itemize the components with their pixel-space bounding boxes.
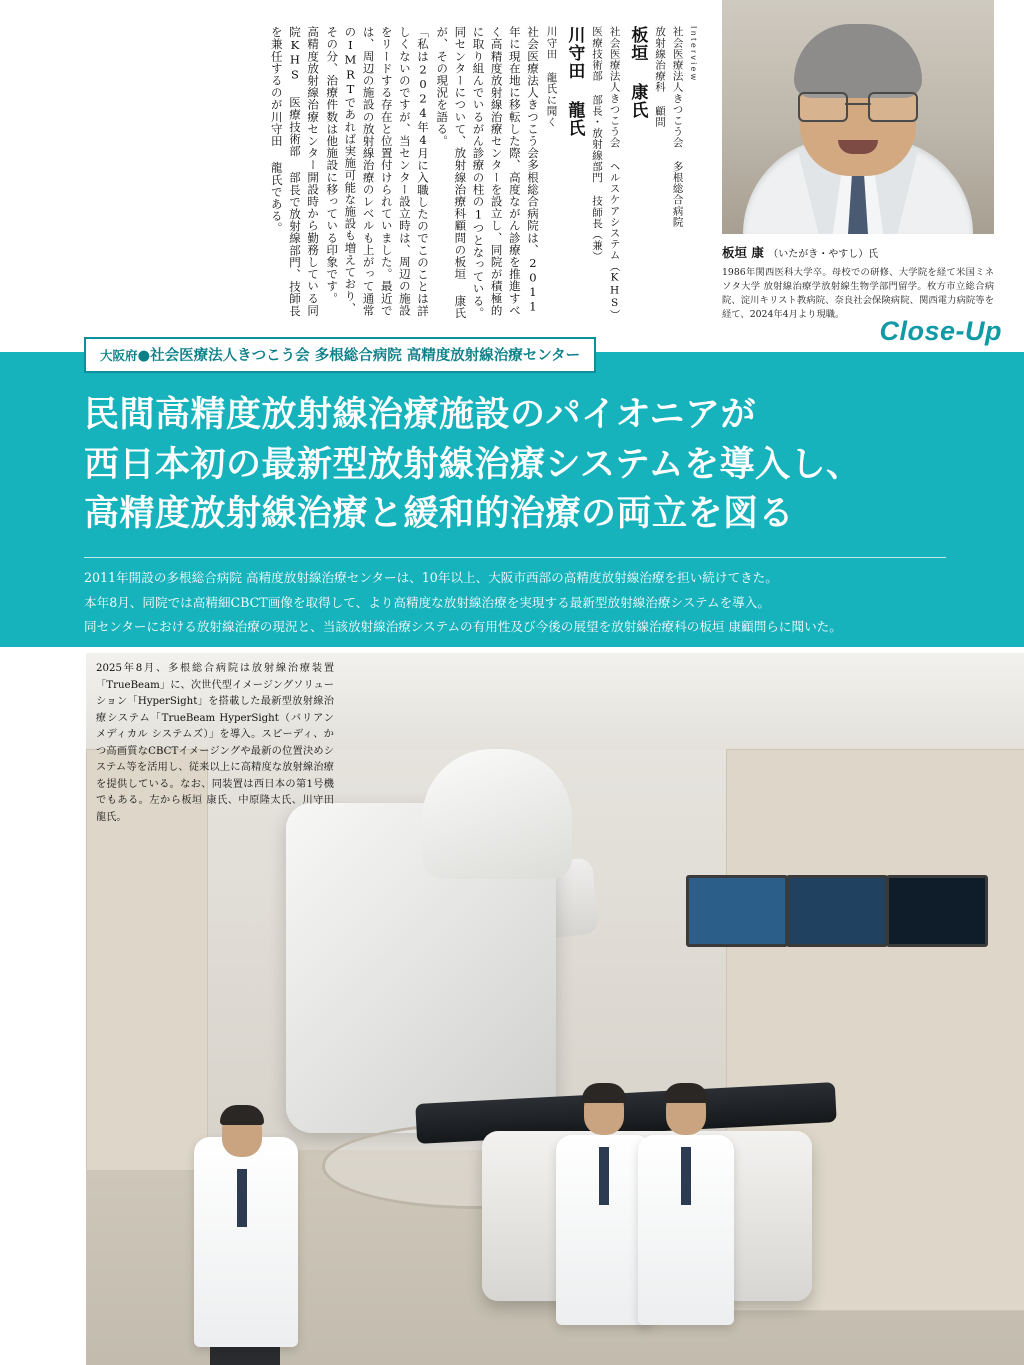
lead-line-1: 2011年開設の多根総合病院 高精度放射線治療センターは、10年以上、大阪市西部の高精度放射線治療を担い続けてきた。 bbox=[84, 570, 778, 585]
person-itagaki bbox=[194, 1017, 290, 1347]
second-org-line: 社会医療法人きつこう会 ヘルスケアシステム（KHS） bbox=[608, 26, 621, 321]
lead-line-3: 同センターにおける放射線治療の現況と、当該放射線治療システムの有用性及び今後の展望を放射線治療科の板垣 康顧問らに聞いた。 bbox=[84, 619, 842, 635]
second-interviewee-name: 川守田 龍氏 bbox=[564, 26, 585, 137]
lead-line-2: 本年8月、同院では高精細CBCT画像を取得して、より高精度な放射線治療を実現する最新型放射線治療システムを導入。 bbox=[84, 594, 770, 610]
monitor-2 bbox=[786, 875, 888, 947]
portrait-caption-name bbox=[722, 243, 994, 261]
listen-line: 川守田 龍氏に聞く bbox=[545, 26, 558, 128]
banner-divider bbox=[84, 557, 946, 558]
treatment-room-photo-section bbox=[0, 647, 1024, 1365]
portrait-block bbox=[722, 0, 994, 322]
interviewee-name: 板垣 康氏 bbox=[627, 26, 648, 119]
second-dept-line: 医療技術部 部長・放射線部門 技師長（兼） bbox=[590, 26, 603, 263]
headline-line-3: 高精度放射線治療と緩和的治療の両立を図る bbox=[84, 493, 795, 535]
linac-head bbox=[422, 749, 572, 879]
headline-line-2: 西日本初の最新型放射線治療システムを導入し、 bbox=[84, 443, 862, 485]
facility-tag-dot: ● bbox=[137, 347, 151, 364]
close-up-banner bbox=[0, 316, 1024, 647]
monitor-3 bbox=[886, 875, 988, 947]
org-line: 社会医療法人きつこう会 多根総合病院 bbox=[671, 26, 684, 228]
body-column-2: 「私は2024年4月に入職したのでこのことは詳しくないのですが、当センター設立時は、周辺の施設をリードする存在と位置付けられていました。最近では、周辺の施設の放射線治療のレベルも上がって通常のIMRTであれば実施可能な施設も増えており、その分、治療件数は他施設に移っている印象です。 bbox=[325, 26, 431, 317]
facility-tag-body: 社会医療法人きつこう会 多根総合病院 高精度放射線治療センター bbox=[150, 347, 581, 364]
body-column-1: 社会医療法人きつこう会多根総合病院は、2011年に現在地に移転した際、高度ながん診療を推進すべく高精度放射線治療センターを設立し、同院が積極的に取り組んでいるがん診療の柱の1つとなっている。同センターについて、放射線治療科顧問の板垣 康氏が、その現況を語る。 bbox=[435, 26, 540, 319]
interview-label: Interview bbox=[689, 26, 699, 83]
headline bbox=[84, 390, 964, 539]
dept-line: 放射線治療科 顧問 bbox=[654, 26, 666, 128]
monitor-1 bbox=[686, 875, 788, 947]
facility-tag bbox=[84, 337, 596, 373]
glasses-icon bbox=[798, 92, 918, 118]
headline-line-1: 民間高精度放射線治療施設のパイオニアが bbox=[84, 394, 757, 435]
vertical-article-text bbox=[60, 26, 700, 338]
portrait-name-reading: （いたがき・やすし）氏 bbox=[768, 249, 879, 260]
portrait-name: 板垣 康 bbox=[722, 245, 764, 260]
lead-paragraph bbox=[84, 566, 964, 640]
close-up-label: Close-Up bbox=[879, 316, 1002, 346]
portrait-bio: 1986年関西医科大学卒。母校での研修、大学院を経て米国ミネソタ大学 放射線治療学放射線生物学部門留学。枚方市立総合病院、淀川キリスト教病院、奈良社会保険病院、関西電力病院等を経て、2024年4月より現職。 bbox=[722, 267, 994, 320]
body-column-3: 高精度放射線治療センター開設時から勤務している同院KHS 医療技術部 部長で放射線部門、技師長を兼任するのが川守田 龍氏である。 bbox=[269, 26, 321, 317]
person-kawamorita bbox=[638, 1035, 734, 1325]
portrait-photo bbox=[722, 0, 994, 234]
article-top-section bbox=[0, 0, 1024, 352]
facility-tag-prefecture: 大阪府 bbox=[100, 348, 138, 363]
photo-caption: 2025年8月、多根総合病院は放射線治療装置「TrueBeam」に、次世代型イメージングソリューション「HyperSight」を搭載した最新型放射線治療システム「TrueBeam HyperSight（バリアン メディカル システムズ）」を導入。スピーディ、かつ高画質なCBCTイメージングや最新の位置決めシステム等を活用し、従来以上に高精度な放射線治療を提供している。なお、同装置は西日本の第1号機でもある。左から板垣 康氏、中原隆太氏、川守田 龍氏。 bbox=[96, 663, 334, 823]
